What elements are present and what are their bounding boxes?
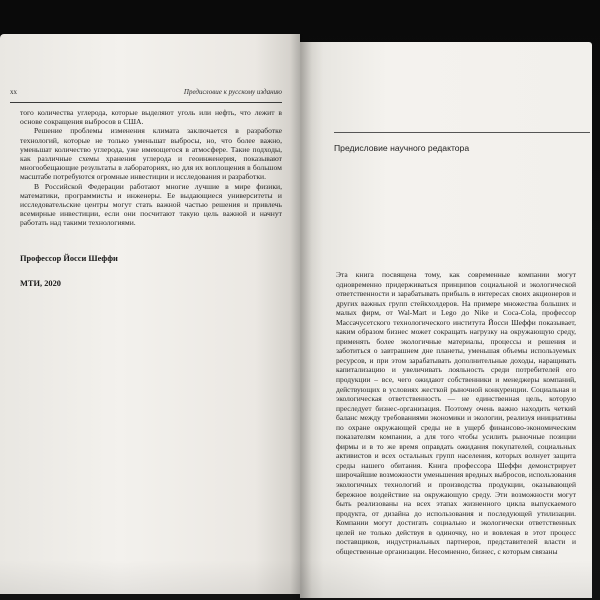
paragraph: В Российской Федерации работают многие лучшие в мире физики, математики, программисты и инженеры. Ее выдающиеся университеты и исследовательские центры могут стать важной частью решения и привлечь всемирные инвестиции, если они посчитают такую цель важной и начнут работать над такими технологиями. — [20, 181, 282, 228]
left-body-text — [20, 108, 282, 228]
paragraph: того количества углерода, которые выделяют уголь или нефть, что лежит в основе сокращения выбросов в США. — [20, 108, 282, 127]
signature-place-date: МТИ, 2020 — [20, 279, 61, 288]
signature-block — [20, 254, 282, 304]
bottom-shadow — [0, 560, 600, 600]
paragraph: Эта книга посвящена тому, как современные компании могут одновременно придерживаться принципов социальной и экологической ответственности и зарабатывать прибыль в интересах своих акционеров и других важных групп стейкхолдеров. На примере множества больших и малых фирм, от Wal-Mart и Lego до Nike и Coca-Cola, профессор Массачусетского технологического института Йосси Шеффи показывает, каким образом бизнес может сокращать нагрузку на окружающую среду, применять более экологичные материалы, процессы и решения и заботиться о завтрашнем дне планеты, уменьшая объемы используемых ресурсов, и при этом зарабатывать дополнительные доходы, наращивать капитализацию и увеличивать лояльность среди потребителей его продукции – все, чего ожидают собственники и менеджеры компаний, действующих в условиях жесткой рыночной конкуренции. Социальная и экологическая ответственность — не единственная цель, которую преследует бизнес-организация. Поэтому очень важно находить четкий баланс между требованиями экономики и экологии, реализуя инициативы по охране окружающей среды не в ущерб финансово-экономическим показателям компании, а для того чтобы усилить рыночные позиции фирмы и в то же время оправдать ожидания покупателей, социальных активистов и всех остальных групп населения, которых волнует защита среды нашего обитания. Книга профессора Шеффи демонстрирует широчайшие возможности уменьшения вредных выбросов, использования экологичных технологий и производства продукции, оказывающей бережное воздействие на окружающую среду. Эти возможности могут быть реализованы на всех этапах жизненного цикла выпускаемого продукта, от дизайна до использования и последующей утилизации. Компании могут достигать социально и экологически ответственных целей не только действуя в одиночку, но и вовлекая в этот процесс поставщиков, индустриальных партнеров, представителей власти и общественные организации. Несомненно, бизнес, с которым связаны — [336, 270, 576, 556]
book-spine — [290, 34, 312, 600]
page-number: xx — [10, 88, 17, 96]
paragraph: Решение проблемы изменения климата заключается в разработке технологий, которые не только уменьшат выбросы, но, что более важно, уменьшат количество углерода, уже имеющегося в атмосфере. Такие подходы, как различные схемы хранения углерода и геоинженерия, показывают многообещающие результаты в лабораториях, но для их воплощения в большом масштабе потребуются огромные инвестиции и исследования и разработки. — [20, 126, 282, 182]
running-head-title: Предисловие к русскому изданию — [183, 88, 282, 96]
running-head — [10, 88, 282, 103]
chapter-title: Предисловие научного редактора — [334, 132, 590, 153]
right-body-text — [336, 270, 576, 556]
signature-name: Профессор Йосси Шеффи — [20, 254, 118, 263]
